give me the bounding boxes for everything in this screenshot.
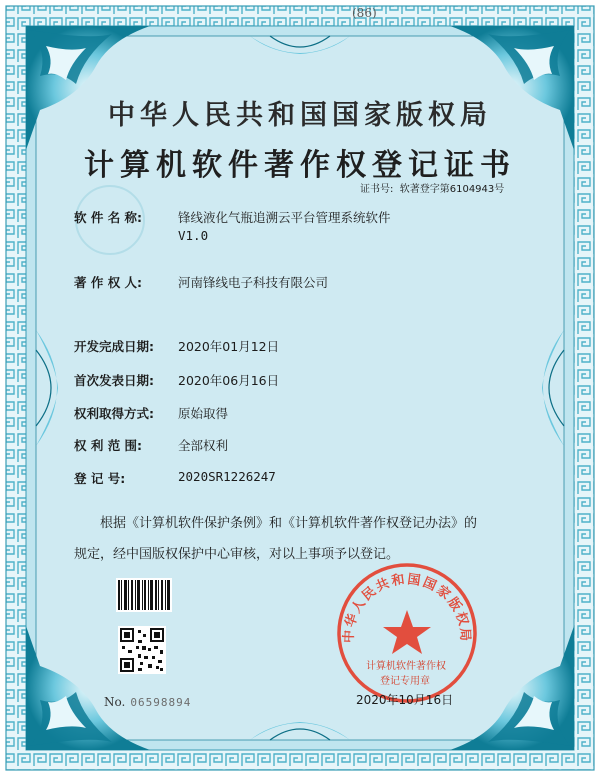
issue-date: 2020年10月16日 bbox=[356, 693, 454, 707]
software-version: V1.0 bbox=[178, 228, 209, 243]
statement-line-1: 根据《计算机软件保护条例》和《计算机软件著作权登记办法》的 bbox=[100, 516, 478, 531]
seal-line-2: 登记专用章 bbox=[380, 676, 430, 687]
rights-scope-label: 权 利 范 围: bbox=[74, 438, 143, 453]
registration-number-value: 2020SR1226247 bbox=[178, 469, 276, 484]
barcode bbox=[116, 578, 172, 612]
acquisition-method-label: 权利取得方式: bbox=[74, 406, 154, 421]
handwritten-note: (86) bbox=[352, 6, 377, 20]
rights-scope-value: 全部权利 bbox=[178, 438, 229, 453]
issuer-title: 中华人民共和国国家版权局 bbox=[108, 100, 492, 131]
publication-date-label: 首次发表日期: bbox=[74, 373, 154, 388]
software-name-value: 锋线液化气瓶追溯云平台管理系统软件 bbox=[178, 210, 391, 225]
certificate-number-value: 软著登字第6104943号 bbox=[399, 184, 505, 195]
acquisition-method-value: 原始取得 bbox=[178, 406, 229, 421]
certificate-number bbox=[360, 180, 504, 195]
publication-date-value: 2020年06月16日 bbox=[178, 373, 280, 388]
copyright-owner-value: 河南锋线电子科技有限公司 bbox=[178, 275, 329, 290]
statement-line-2: 规定，经中国版权保护中心审核，对以上事项予以登记。 bbox=[74, 547, 400, 562]
serial-number bbox=[104, 691, 191, 710]
serial-number-value: 06598894 bbox=[130, 696, 192, 709]
seal-star bbox=[383, 610, 431, 654]
seal-line-1: 计算机软件著作权 bbox=[366, 661, 446, 672]
certificate-title: 计算机软件著作权登记证书 bbox=[84, 148, 516, 183]
registration-number-label: 登 记 号: bbox=[74, 471, 126, 486]
serial-number-label: No. bbox=[104, 695, 126, 709]
software-name-label: 软 件 名 称: bbox=[74, 210, 143, 225]
certificate-number-label: 证书号: bbox=[360, 184, 394, 195]
copyright-owner-label: 著 作 权 人: bbox=[74, 275, 143, 290]
completion-date-value: 2020年01月12日 bbox=[178, 339, 280, 354]
qr-code bbox=[118, 626, 166, 674]
completion-date-label: 开发完成日期: bbox=[74, 339, 154, 354]
seal-ring-text: 中华人民共和国国家版权局 bbox=[341, 572, 473, 644]
